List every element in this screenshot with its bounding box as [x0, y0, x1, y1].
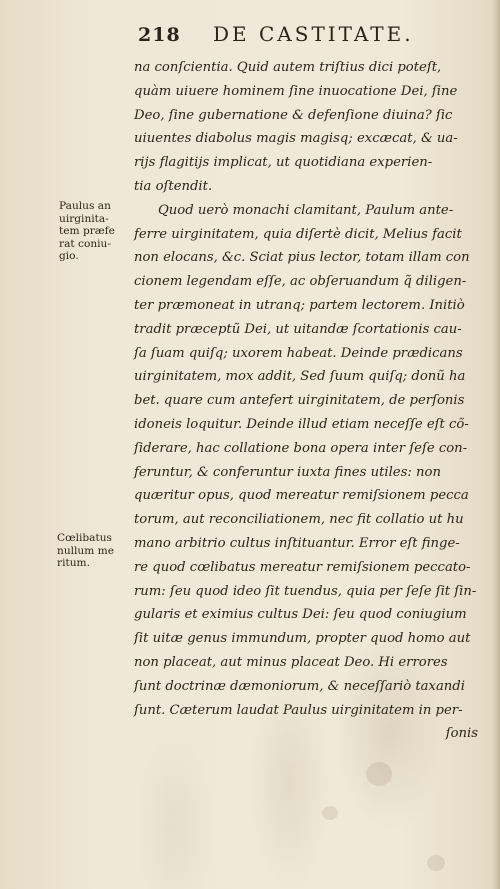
margin-note-line: rat coniu-: [59, 237, 111, 250]
text-line: ſunt. Cæterum laudat Paulus uirginitatem in per-: [134, 702, 463, 718]
text-line: non elocans, &c. Sciat pius lector, totam illam con: [134, 250, 470, 266]
text-line: Quod uerò monachi clamitant, Paulum ante-: [158, 202, 454, 218]
text-line: ferre uirginitatem, quia diſertè dicit, Melius facit: [134, 226, 462, 242]
text-line: uiuentes diabolus magis magisq; excæcat, & ua-: [134, 131, 458, 147]
text-line: na conſcientia. Quid autem triſtius dici poteſt,: [134, 60, 442, 75]
text-line: Deo, ſine gubernatione & defenſione diuina? ſic: [134, 107, 453, 123]
text-line: non placeat, aut minus placeat Deo. Hi errores: [134, 654, 448, 670]
margin-note-line: gio.: [59, 250, 79, 262]
text-line: feruntur, & conferuntur iuxta fines utiles: non: [134, 464, 441, 480]
page-number: 218: [138, 24, 181, 46]
margin-note-line: Cœlibatus: [57, 532, 112, 544]
stain-mark: [427, 855, 445, 871]
text-line: cionem legendam eſſe, ac obſeruandum q̃ diligen-: [134, 274, 467, 290]
margin-note-coelibatus: [57, 532, 114, 570]
text-line: uirginitatem, mox addit, Sed ſuum quiſq; donũ ha: [134, 369, 466, 385]
text-line: quàm uiuere hominem ſine inuocatione Dei, ſine: [134, 83, 458, 99]
text-line: ſiderare, hac collatione bona opera inter ſeſe con-: [134, 440, 468, 456]
text-line: bet. quare cum antefert uirginitatem, de perſonis: [134, 393, 465, 409]
text-line: mano arbitrio cultus inſtituantur. Error eſt finge-: [134, 535, 460, 551]
margin-note-line: uirginita-: [59, 212, 109, 225]
text-line: gularis et eximius cultus Dei: ſeu quod coniugium: [134, 607, 467, 623]
text-line: ſit uitæ genus immundum, propter quod homo aut: [134, 631, 471, 647]
text-line: quæritur opus, quod mereatur remiſsionem pecca: [134, 488, 469, 504]
text-line: rum: ſeu quod ideo ſit tuendus, quia per ſeſe ſit ſin-: [134, 583, 477, 599]
text-line: tia oſtendit.: [134, 178, 213, 194]
margin-note-paulus: [59, 200, 115, 263]
text-line: torum, aut reconciliationem, nec fit collatio ut hu: [134, 512, 464, 528]
running-title: DE CASTITATE.: [213, 22, 414, 46]
page-edge-shadow: [492, 0, 500, 889]
stain-mark: [366, 762, 392, 786]
text-line: re quod cœlibatus mereatur remiſsionem peccato-: [134, 559, 471, 575]
text-line: ſonis: [445, 726, 478, 742]
page-header: [138, 20, 478, 50]
stain-mark: [322, 806, 338, 820]
text-line: idoneis loquitur. Deinde illud etiam neceſſe eſt cõ-: [134, 416, 469, 432]
margin-note-line: nullum me: [57, 544, 114, 557]
text-line: rijs flagitijs implicat, ut quotidiana experien-: [134, 155, 433, 171]
text-line: tradit præceptũ Dei, ut uitandæ ſcortationis cau-: [134, 321, 462, 337]
body-text: [134, 56, 486, 746]
text-line: ter præmoneat in utranq; partem lectorem. Initiò: [134, 297, 465, 313]
margin-note-line: ritum.: [57, 557, 90, 569]
margin-note-line: Paulus an: [59, 200, 111, 212]
text-line: ſa ſuam quiſq; uxorem habeat. Deinde prædicans: [134, 345, 463, 361]
text-line: ſunt doctrinæ dæmoniorum, & neceſſariò taxandi: [134, 678, 465, 694]
margin-note-line: tem præfe: [59, 225, 115, 237]
